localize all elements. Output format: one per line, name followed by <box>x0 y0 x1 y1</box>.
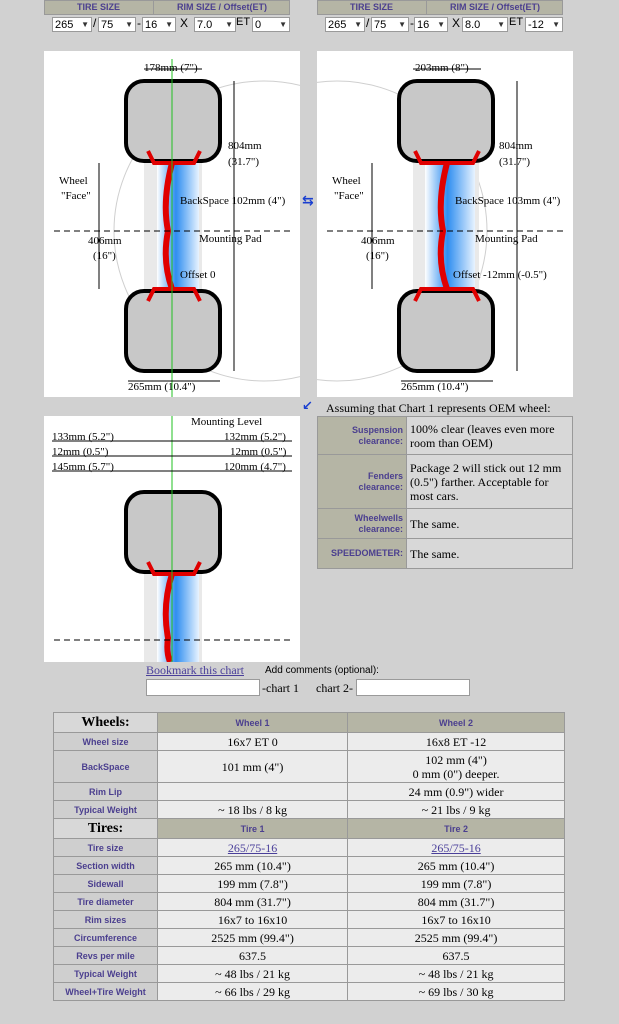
tire-2-header: Tire 2 <box>348 819 565 839</box>
table-row <box>54 751 565 783</box>
rim-diameter-in-label: (16") <box>366 250 389 262</box>
row-label: Circumference <box>54 929 158 947</box>
wheel-face2-label: "Face" <box>334 190 364 202</box>
rim-diameter-in-label: (16") <box>93 250 116 262</box>
table-row <box>54 929 565 947</box>
suspension-value: 100% clear (leaves even more room than OEM) <box>407 417 573 455</box>
row-label: Wheel+Tire Weight <box>54 983 158 1001</box>
row-label: Revs per mile <box>54 947 158 965</box>
row-label: Typical Weight <box>54 801 158 819</box>
speedometer-label: SPEEDOMETER: <box>318 539 407 569</box>
comparison-heading: Assuming that Chart 1 represents OEM wheel: <box>326 401 551 415</box>
tire-1-header: Tire 1 <box>158 819 348 839</box>
backspace-label: BackSpace 103mm (4") <box>455 195 561 207</box>
fenders-label: Fenders clearance: <box>318 455 407 509</box>
tire-2-value: ~ 69 lbs / 30 kg <box>348 983 565 1001</box>
et-2: ET <box>509 16 524 28</box>
backspace-label: BackSpace 102mm (4") <box>180 195 286 207</box>
chart-2-drawing <box>317 51 573 397</box>
offset-select-1[interactable]: 0 ▼ <box>252 17 290 32</box>
tire-2-value: 199 mm (7.8") <box>348 875 565 893</box>
tire-width-label: 265mm (10.4") <box>128 381 196 393</box>
rim-size-header: RIM SIZE / Offset(ET) <box>450 2 540 12</box>
mounting-pad-label: Mounting Pad <box>199 233 262 245</box>
tire-size-header: TIRE SIZE <box>317 0 427 15</box>
right-measure-1: 132mm (5.2") <box>224 431 286 443</box>
tire-1-value: 804 mm (31.7") <box>158 893 348 911</box>
chart1-comment-label: -chart 1 <box>262 681 299 695</box>
chart1-comment-input[interactable] <box>146 679 260 696</box>
suspension-label: Suspension clearance: <box>318 417 407 455</box>
x-2: X <box>452 16 461 30</box>
chart-1-drawing <box>44 51 300 397</box>
tire-2-value: 637.5 <box>348 947 565 965</box>
tire-aspect-select-2[interactable]: 75 ▼ <box>371 17 409 32</box>
wheel-1-value <box>158 783 348 801</box>
tire-1-value: ~ 48 lbs / 21 kg <box>158 965 348 983</box>
wheel-face-label: Wheel <box>59 175 88 187</box>
tire-diameter-label: 804mm <box>499 140 533 152</box>
left-measure-2: 12mm (0.5") <box>52 446 109 458</box>
row-label: Rim sizes <box>54 911 158 929</box>
rim-width-label: 203mm (8") <box>415 62 469 74</box>
rim-width-label: 178mm (7") <box>144 62 198 74</box>
slash-2: / <box>366 16 370 30</box>
tire-1-value: 637.5 <box>158 947 348 965</box>
chart-2-panel <box>317 51 573 397</box>
table-row <box>318 539 573 569</box>
tire-2-value: 16x7 to 16x10 <box>348 911 565 929</box>
wheelwells-label: Wheelwells clearance: <box>318 509 407 539</box>
chart-1-panel <box>44 51 300 397</box>
mounting-pad-label: Mounting Pad <box>475 233 538 245</box>
tire-2-value: ~ 48 lbs / 21 kg <box>348 965 565 983</box>
overlay-panel <box>44 416 300 662</box>
rim-size-header: RIM SIZE / Offset(ET) <box>177 2 267 12</box>
rim-diameter-select-1[interactable]: 16 ▼ <box>142 17 176 32</box>
wheel-face-label: Wheel <box>332 175 361 187</box>
rim-diameter-select-2[interactable]: 16 ▼ <box>414 17 448 32</box>
chart2-comment-input[interactable] <box>356 679 470 696</box>
wheels-heading: Wheels: <box>54 713 158 733</box>
tire-diameter-label: 804mm <box>228 140 262 152</box>
rim-width-select-2[interactable]: 8.0 ▼ <box>462 17 508 32</box>
tire-2-size-link[interactable]: 265/75-16 <box>431 840 481 855</box>
wheel-1-value: ~ 18 lbs / 8 kg <box>158 801 348 819</box>
tire-1-value: 265 mm (10.4") <box>158 857 348 875</box>
wheel-1-value: 101 mm (4") <box>158 751 348 783</box>
tire-1-value: ~ 66 lbs / 29 kg <box>158 983 348 1001</box>
tire-1-size-link[interactable]: 265/75-16 <box>227 840 278 855</box>
offset-label: Offset -12mm (-0.5") <box>453 269 547 281</box>
tire-aspect-select-1[interactable]: 75 ▼ <box>98 17 136 32</box>
rim-diameter-label: 406mm <box>361 235 395 247</box>
wheel-face2-label: "Face" <box>61 190 91 202</box>
dash-2: - <box>410 16 414 30</box>
tire-width-label: 265mm (10.4") <box>401 381 469 393</box>
table-row <box>54 839 565 857</box>
row-label: Section width <box>54 857 158 875</box>
tire-1-value: 16x7 to 16x10 <box>158 911 348 929</box>
row-label: Tire diameter <box>54 893 158 911</box>
row-label: Typical Weight <box>54 965 158 983</box>
table-row <box>54 733 565 751</box>
tires-header-row <box>54 819 565 839</box>
table-row <box>54 893 565 911</box>
tire-width-select-1[interactable]: 265 ▼ <box>52 17 92 32</box>
swap-icon[interactable]: ⇆ <box>302 193 314 209</box>
wheel-2-value <box>348 751 565 783</box>
table-row <box>318 455 573 509</box>
wheel-1-value: 16x7 ET 0 <box>158 733 348 751</box>
bookmark-link[interactable]: Bookmark this chart <box>146 663 244 677</box>
row-label: Wheel size <box>54 733 158 751</box>
comparison-table <box>317 416 573 569</box>
mounting-level-label: Mounting Level <box>191 416 263 428</box>
table-row <box>54 983 565 1001</box>
offset-select-2[interactable]: -12 ▼ <box>525 17 563 32</box>
tire-2-value: 265 mm (10.4") <box>348 857 565 875</box>
x-1: X <box>180 16 189 30</box>
tire-2-value: 2525 mm (99.4") <box>348 929 565 947</box>
right-measure-3: 120mm (4.7") <box>224 461 286 473</box>
dash-1: - <box>137 16 141 30</box>
offset-label: Offset 0 <box>180 269 216 281</box>
table-row <box>54 801 565 819</box>
tire-2-value: 804 mm (31.7") <box>348 893 565 911</box>
tires-heading: Tires: <box>54 819 158 839</box>
table-row <box>318 417 573 455</box>
table-row <box>54 857 565 875</box>
arrow-down-left-icon[interactable]: ↙ <box>302 399 313 414</box>
backspace-value: 102 mm (4") <box>425 752 487 767</box>
table-row <box>54 947 565 965</box>
right-measure-2: 12mm (0.5") <box>230 446 287 458</box>
row-label: Sidewall <box>54 875 158 893</box>
left-measure-1: 133mm (5.2") <box>52 431 114 443</box>
wheelwells-value: The same. <box>407 509 573 539</box>
chart2-comment-label: chart 2- <box>316 681 353 695</box>
wheel-1-header: Wheel 1 <box>158 713 348 733</box>
table-row <box>54 965 565 983</box>
tire-width-select-2[interactable]: 265 ▼ <box>325 17 365 32</box>
tire-1-value: 2525 mm (99.4") <box>158 929 348 947</box>
tire-diameter-in-label: (31.7") <box>499 156 531 168</box>
config2-header <box>317 0 563 15</box>
row-label: BackSpace <box>54 751 158 783</box>
table-row <box>54 911 565 929</box>
comments-label: Add comments (optional): <box>265 665 379 676</box>
config1-header <box>44 0 290 15</box>
rim-width-select-1[interactable]: 7.0 ▼ <box>194 17 236 32</box>
slash-1: / <box>93 16 97 30</box>
backspace-diff: 0 mm (0") deeper. <box>412 766 500 781</box>
fenders-value: Package 2 will stick out 12 mm (0.5") farther. Acceptable for most cars. <box>407 455 573 509</box>
rim-diameter-label: 406mm <box>88 235 122 247</box>
row-label: Rim Lip <box>54 783 158 801</box>
wheel-2-header: Wheel 2 <box>348 713 565 733</box>
left-measure-3: 145mm (5.7") <box>52 461 114 473</box>
table-row <box>54 783 565 801</box>
wheels-header-row <box>54 713 565 733</box>
wheel-2-value: ~ 21 lbs / 9 kg <box>348 801 565 819</box>
et-1: ET <box>236 16 251 28</box>
tire-1-value: 199 mm (7.8") <box>158 875 348 893</box>
table-row <box>54 875 565 893</box>
tire-size-header: TIRE SIZE <box>44 0 154 15</box>
wheel-2-value: 16x8 ET -12 <box>348 733 565 751</box>
wheel-2-value: 24 mm (0.9") wider <box>348 783 565 801</box>
tire-1-value <box>158 839 348 857</box>
speedometer-value: The same. <box>407 539 573 569</box>
row-label: Tire size <box>54 839 158 857</box>
tire-2-value <box>348 839 565 857</box>
specs-table <box>53 712 565 1001</box>
table-row <box>318 509 573 539</box>
tire-diameter-in-label: (31.7") <box>228 156 260 168</box>
